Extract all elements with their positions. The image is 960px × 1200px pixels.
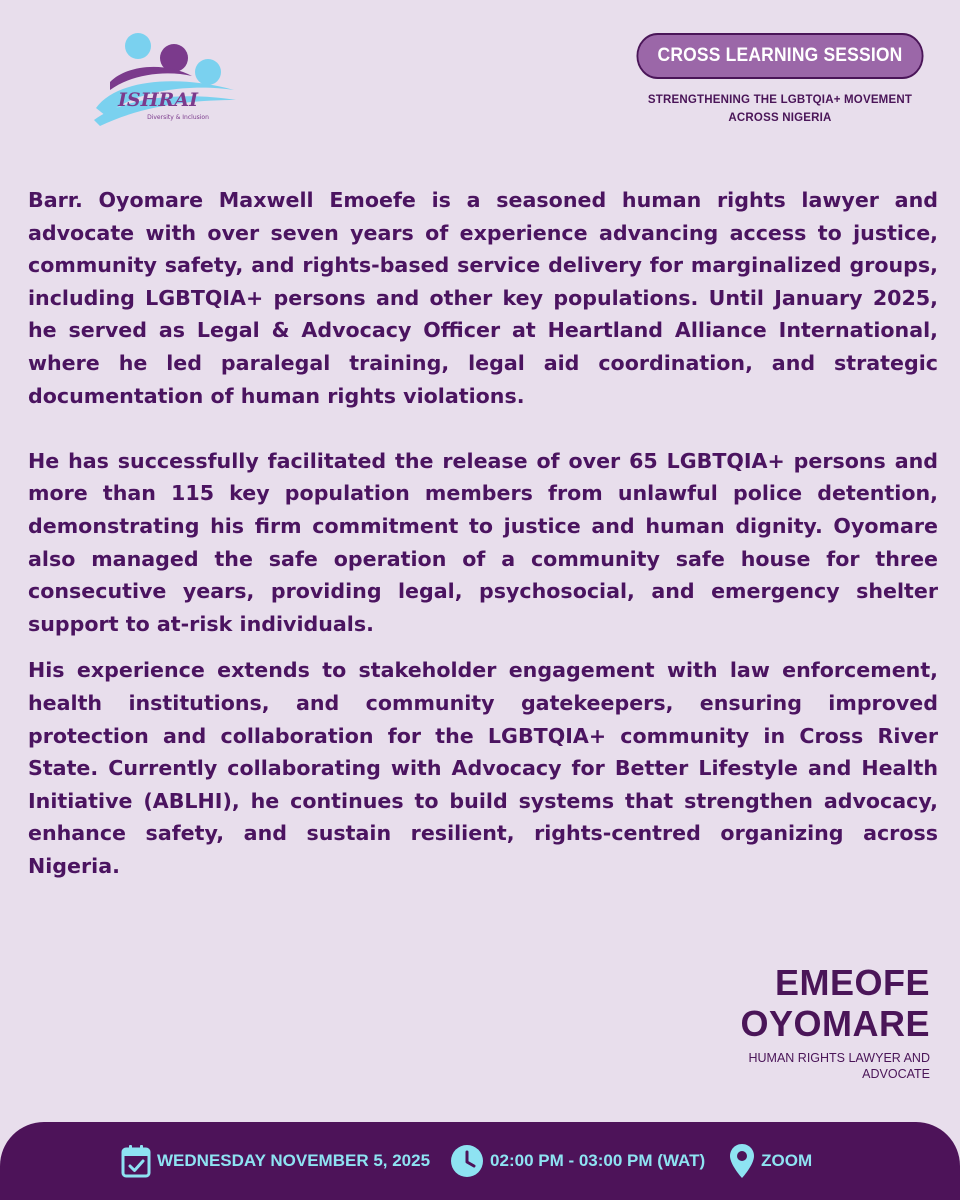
svg-text:ISHRAI: ISHRAI (118, 89, 198, 111)
speaker-role: HUMAN RIGHTS LAWYER AND ADVOCATE (748, 1051, 930, 1081)
map-pin-icon (729, 1143, 755, 1179)
session-subtitle (648, 91, 912, 127)
event-time-text: 02:00 PM - 03:00 PM (WAT) (490, 1151, 706, 1170)
speaker-block (710, 962, 930, 1082)
event-date-text: WEDNESDAY NOVEMBER 5, 2025 (157, 1151, 431, 1170)
event-location (729, 1143, 812, 1179)
ishrai-logo (86, 30, 238, 126)
speaker-name-line1: EMEOFE (774, 962, 930, 1003)
event-date (121, 1144, 430, 1178)
calendar-check-icon (121, 1144, 151, 1178)
session-title: CROSS LEARNING SESSION (657, 45, 903, 66)
speaker-bio (28, 184, 938, 882)
logo-graphic (86, 30, 238, 126)
speaker-name-line2: OYOMARE (740, 1003, 930, 1044)
clock-icon (450, 1144, 484, 1178)
session-title-badge (636, 33, 923, 79)
event-time (450, 1144, 705, 1178)
bio-paragraph-3: His experience extends to stakeholder engagement with law enforcement, health institutions, and community gatekeepers, ensuring improved protection and collaboration for the LGBTQIA+ community in Cross River State. Currently collaborating with Advocacy for Better Lifestyle and Health Initiative (ABLHI), he continues to build systems that strengthen advocacy, enhance safety, and sustain resilient, rights-centred organizing across Nigeria. (28, 658, 938, 878)
session-header (624, 33, 936, 127)
event-details-footer (0, 1122, 960, 1200)
bio-paragraph-2: He has successfully facilitated the release of over 65 LGBTQIA+ persons and more than 115 key population members from unlawful police detention, demonstrating his firm commitment to justice and human dignity. Oyomare also managed the safe operation of a community safe house for three consecutive years, providing legal, psychosocial, and emergency shelter support to at-risk individuals. (28, 448, 938, 636)
session-subtitle-line2: ACROSS NIGERIA (728, 112, 832, 124)
svg-text:Diversity & Inclusion: Diversity & Inclusion (147, 114, 209, 121)
event-location-text: ZOOM (761, 1151, 813, 1170)
session-subtitle-line1: STRENGTHENING THE LGBTQIA+ MOVEMENT (647, 94, 913, 106)
bio-paragraph-1: Barr. Oyomare Maxwell Emoefe is a seasoned human rights lawyer and advocate with over seven years of experience advancing access to justice, community safety, and rights-based service delivery for marginalized groups, including LGBTQIA+ persons and other key populations. Until January 2025, he served as Legal & Advocacy Officer at Heartland Alliance International, where he led paralegal training, legal aid coordination, and strategic documentation of human rights violations. (28, 188, 938, 408)
